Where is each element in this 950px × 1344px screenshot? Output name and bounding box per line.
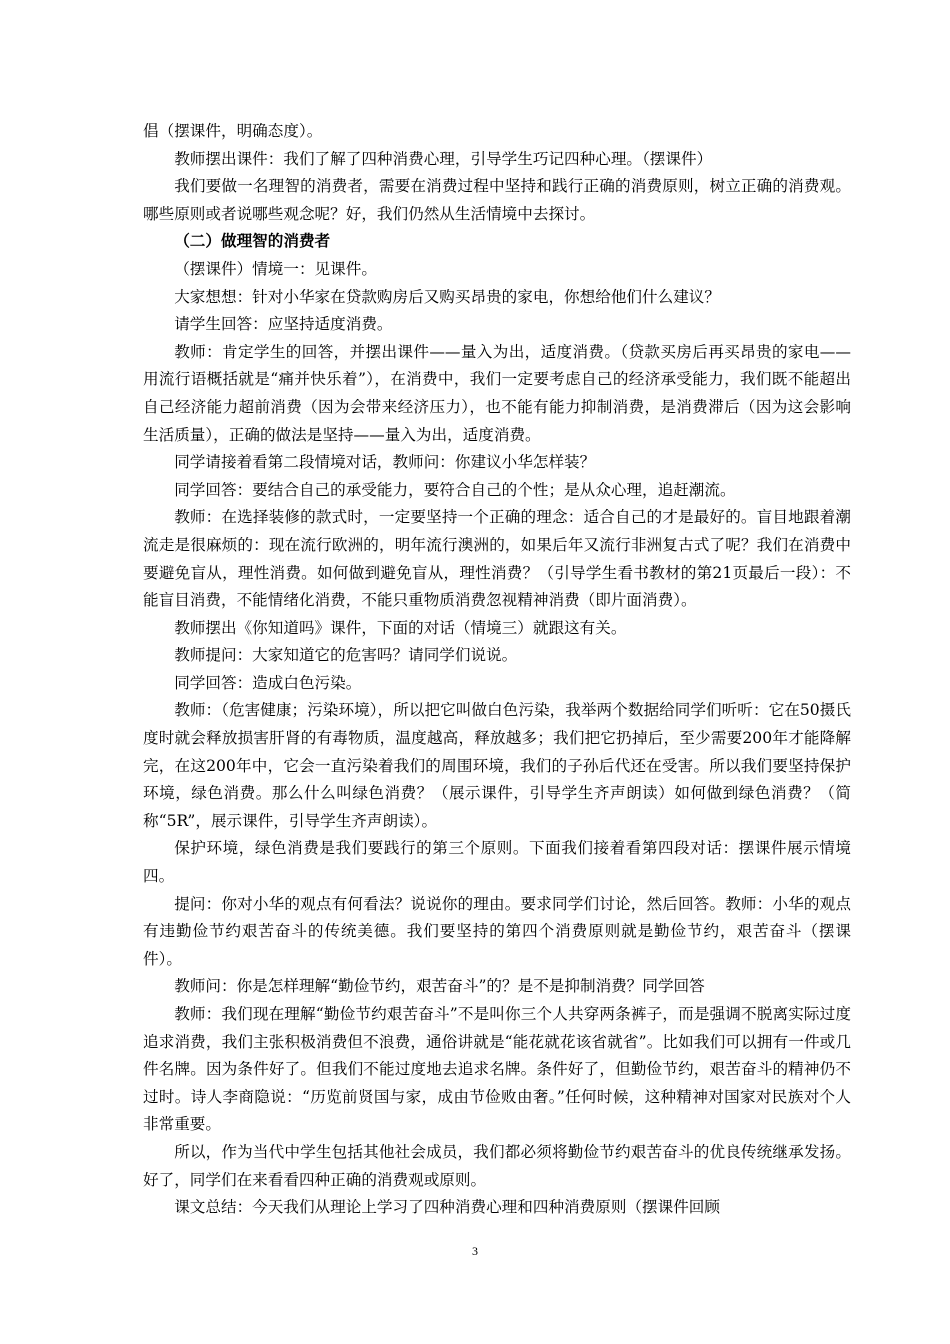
page-number: 3 [472, 1244, 478, 1258]
paragraph: 教师提问：大家知道它的危害吗？请同学们说说。 [174, 646, 518, 665]
paragraph: 教师摆出《你知道吗》课件，下面的对话（情境三）就跟这有关。 [174, 618, 627, 637]
paragraph-continuation: 倡（摆课件，明确态度）。 [143, 122, 323, 140]
paragraph: （摆课件）情境一：见课件。 [174, 259, 377, 278]
paragraph: 教师：（危害健康；污染环境），所以把它叫做白色污染，我举两个数据给同学们听听：它在50摄氏度时就会释放损害肝肾的有毒物质，温度越高，释放越多；我们把它扔掉后，至少需要200年才能降解完，在这200年中，它会一直污染着我们的周围环境，我们的子孙后代还在受害。所以我们要坚持保护环境，绿色消费。那么什么叫绿色消费？（展示课件，引导学生齐声朗读）如何做到绿色消费？（简称“5R”，展示课件，引导学生齐声朗读）。 [143, 701, 851, 830]
paragraph: 请学生回答：应坚持适度消费。 [174, 315, 393, 334]
section-heading: （二）做理智的消费者 [174, 232, 331, 251]
paragraph: 教师问：你是怎样理解“勤俭节约，艰苦奋斗”的？是不是抑制消费？同学回答 [174, 977, 705, 996]
paragraph: 教师：肯定学生的回答，并摆出课件——量入为出，适度消费。（贷款买房后再买昂贵的家电——用流行语概括就是“痛并快乐着”），在消费中，我们一定要考虑自己的经济承受能力，我们既不能超出自己经济能力超前消费（因为会带来经济压力），也不能有能力抑制消费，是消费滞后（因为这会影响生活质量），正确的做法是坚持——量入为出，适度消费。 [143, 342, 851, 444]
paragraph: 所以，作为当代中学生包括其他社会成员，我们都必须将勤俭节约艰苦奋斗的优良传统继承发扬。好了，同学们在来看看四种正确的消费观或原则。 [143, 1142, 851, 1189]
paragraph: 我们要做一名理智的消费者，需要在消费过程中坚持和践行正确的消费原则，树立正确的消费观。哪些原则或者说哪些观念呢？好，我们仍然从生活情境中去探讨。 [143, 177, 851, 223]
paragraph: 课文总结：今天我们从理论上学习了四种消费心理和四种消费原则（摆课件回顾 [174, 1198, 720, 1217]
paragraph: 教师：我们现在理解“勤俭节约艰苦奋斗”不是叫你三个人共穿两条裤子，而是强调不脱离实际过度追求消费，我们主张积极消费但不浪费，通俗讲就是“能花就花该省就省”。比如我们可以拥有一件或几件名牌。因为条件好了。但我们不能过度地去追求名牌。条件好了，但勤俭节约，艰苦奋斗的精神仍不过时。诗人李商隐说：“历览前贤国与家，成由节俭败由奢。”任何时候，这种精神对国家对民族对个人非常重要。 [143, 1005, 851, 1134]
paragraph: 同学回答：要结合自己的承受能力，要符合自己的个性；是从众心理，追赶潮流。 [174, 480, 736, 499]
document-body [143, 118, 851, 1222]
paragraph: 同学请接着看第二段情境对话，教师问：你建议小华怎样装？ [174, 453, 596, 472]
paragraph: 保护环境，绿色消费是我们要践行的第三个原则。下面我们接着看第四段对话：摆课件展示情境四。 [143, 839, 851, 886]
paragraph: 教师摆出课件：我们了解了四种消费心理，引导学生巧记四种心理。（摆课件） [174, 149, 713, 168]
paragraph: 同学回答：造成白色污染。 [174, 673, 362, 692]
paragraph: 教师：在选择装修的款式时，一定要坚持一个正确的理念：适合自己的才是最好的。盲目地跟着潮流走是很麻烦的：现在流行欧洲的，明年流行澳洲的，如果后年又流行非洲复古式了呢？我们在消费中要避免盲从，理性消费。如何做到避免盲从，理性消费？（引导学生看书教材的第21页最后一段）：不能盲目消费，不能情绪化消费，不能只重物质消费忽视精神消费（即片面消费）。 [143, 508, 851, 610]
paragraph: 提问：你对小华的观点有何看法？说说你的理由。要求同学们讨论，然后回答。教师：小华的观点有违勤俭节约艰苦奋斗的传统美德。我们要坚持的第四个消费原则就是勤俭节约，艰苦奋斗（摆课件）。 [143, 894, 851, 968]
paragraph: 大家想想：针对小华家在贷款购房后又购买昂贵的家电，你想给他们什么建议？ [174, 287, 720, 306]
